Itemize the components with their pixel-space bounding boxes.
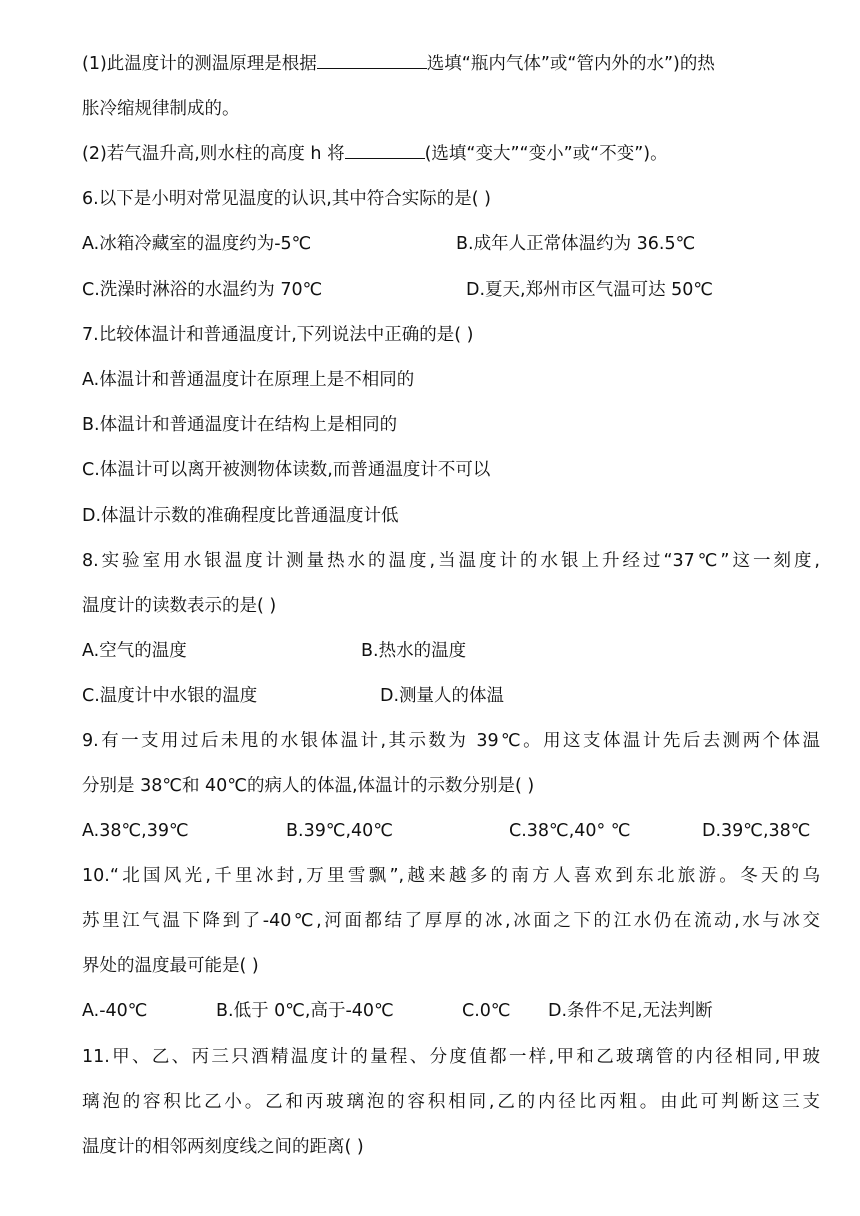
q7-option-a[interactable]: A.体温计和普通温度计在原理上是不相同的: [82, 370, 415, 390]
q5-part1-line1: [82, 52, 820, 76]
q8-option-b[interactable]: B.热水的温度: [361, 641, 467, 661]
q5-part1-prefix: (1)此温度计的测温原理是根据: [82, 54, 317, 74]
q10-option-c[interactable]: C.0℃: [462, 1001, 511, 1021]
q6-stem: 6.以下是小明对常见温度的认识,其中符合实际的是( ): [82, 189, 491, 209]
q5-part2-line: [82, 142, 820, 166]
q10-option-d[interactable]: D.条件不足,无法判断: [548, 1001, 713, 1021]
q8-option-d[interactable]: D.测量人的体温: [380, 686, 505, 706]
q9-option-b[interactable]: B.39℃,40℃: [286, 821, 393, 841]
q5-part2-suffix: (选填“变大”“变小”或“不变”)。: [424, 144, 668, 164]
q7-stem: 7.比较体温计和普通温度计,下列说法中正确的是( ): [82, 325, 474, 345]
q6-option-a[interactable]: A.冰箱冷藏室的温度约为-5℃: [82, 234, 312, 254]
q7-option-d[interactable]: D.体温计示数的准确程度比普通温度计低: [82, 506, 399, 526]
q10-stem-line1: 10.“北国风光,千里冰封,万里雪飘”,越来越多的南方人喜欢到东北旅游。冬天的乌: [82, 866, 820, 886]
q11-stem-line1: 11.甲、乙、丙三只酒精温度计的量程、分度值都一样,甲和乙玻璃管的内径相同,甲玻: [82, 1047, 820, 1067]
q7-option-c[interactable]: C.体温计可以离开被测物体读数,而普通温度计不可以: [82, 460, 491, 480]
q8-stem-line2: 温度计的读数表示的是( ): [82, 596, 277, 616]
q6-option-b[interactable]: B.成年人正常体温约为 36.5℃: [456, 234, 696, 254]
q5-part1-blank[interactable]: [317, 52, 427, 69]
q9-option-c[interactable]: C.38℃,40° ℃: [509, 821, 631, 841]
q8-option-c[interactable]: C.温度计中水银的温度: [82, 686, 258, 706]
q11-stem-line3: 温度计的相邻两刻度线之间的距离( ): [82, 1137, 364, 1157]
q8-options-row2: [82, 684, 820, 708]
q10-option-b[interactable]: B.低于 0℃,高于-40℃: [216, 1001, 394, 1021]
q8-stem-line1: 8.实验室用水银温度计测量热水的温度,当温度计的水银上升经过“37℃”这一刻度,: [82, 551, 820, 571]
q5-part2-blank[interactable]: [345, 142, 425, 159]
q9-stem-line2: 分别是 38℃和 40℃的病人的体温,体温计的示数分别是( ): [82, 776, 535, 796]
q5-part1-suffix: 选填“瓶内气体”或“管内外的水”)的热: [426, 54, 715, 74]
q11-stem-line2: 璃泡的容积比乙小。乙和丙玻璃泡的容积相同,乙的内径比丙粗。由此可判断这三支: [82, 1092, 820, 1112]
q5-part1-line2: 胀冷缩规律制成的。: [82, 99, 240, 119]
q5-part2-prefix: (2)若气温升高,则水柱的高度 h 将: [82, 144, 345, 164]
q9-stem-line1: 9.有一支用过后未甩的水银体温计,其示数为 39℃。用这支体温计先后去测两个体温: [82, 731, 820, 751]
q6-option-c[interactable]: C.洗澡时淋浴的水温约为 70℃: [82, 280, 323, 300]
q9-option-d[interactable]: D.39℃,38℃: [702, 821, 811, 841]
q9-options-row: [82, 819, 820, 843]
q6-options-row2: [82, 278, 820, 302]
q10-options-row: [82, 999, 820, 1023]
q6-option-d[interactable]: D.夏天,郑州市区气温可达 50℃: [466, 280, 714, 300]
q8-option-a[interactable]: A.空气的温度: [82, 641, 187, 661]
q10-stem-line3: 界处的温度最可能是( ): [82, 956, 259, 976]
q10-option-a[interactable]: A.-40℃: [82, 1001, 148, 1021]
q8-options-row1: [82, 639, 820, 663]
q6-options-row1: [82, 232, 820, 256]
q10-stem-line2: 苏里江气温下降到了-40℃,河面都结了厚厚的冰,冰面之下的江水仍在流动,水与冰交: [82, 911, 820, 931]
q9-option-a[interactable]: A.38℃,39℃: [82, 821, 189, 841]
q7-option-b[interactable]: B.体温计和普通温度计在结构上是相同的: [82, 415, 398, 435]
